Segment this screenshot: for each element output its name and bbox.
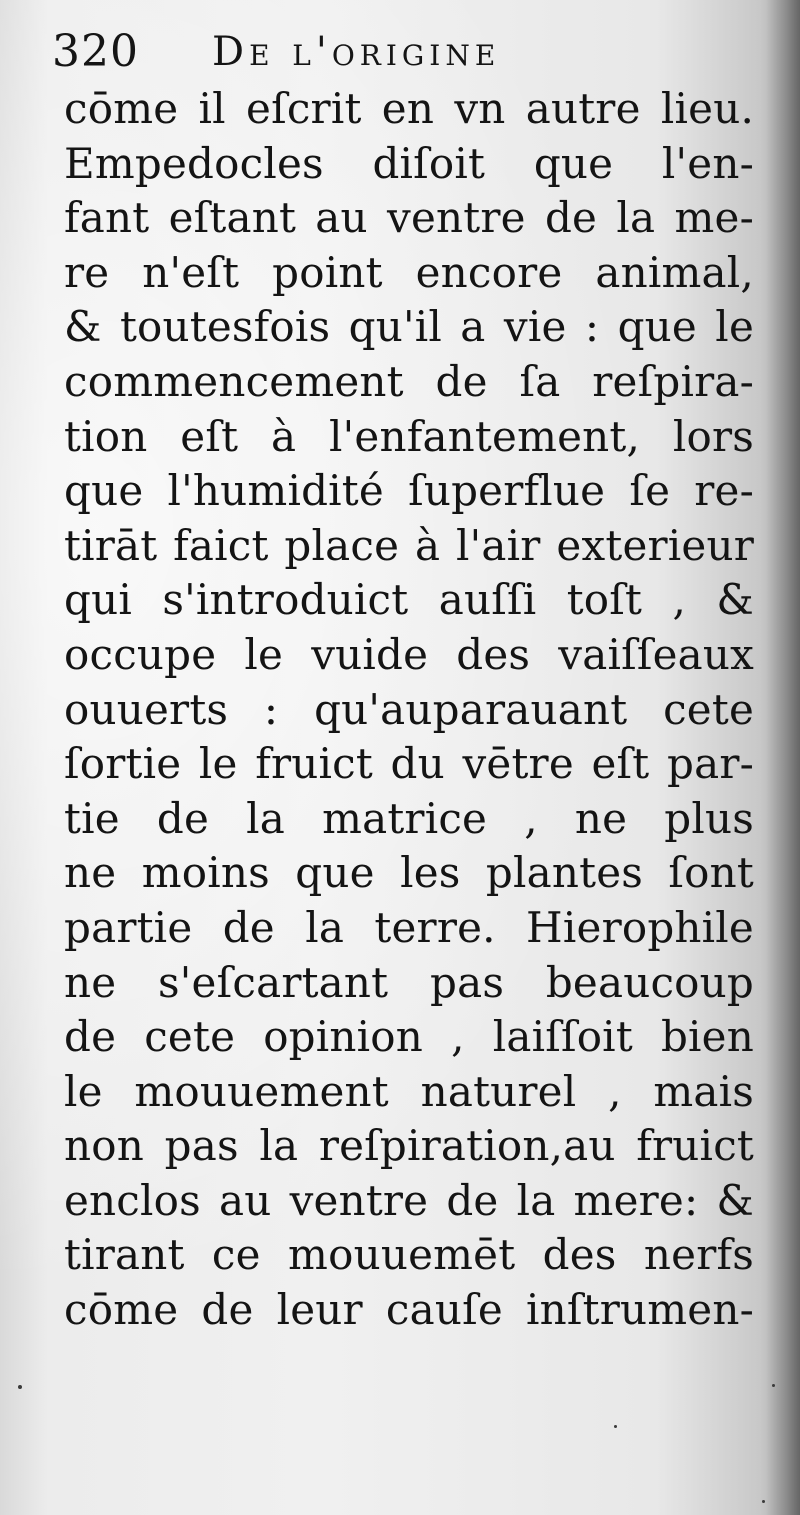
text-line: occupe le vuide des vaiſſeaux [64,629,754,679]
text-line: de cete opinion , laiſſoit bien [64,1012,754,1062]
body-text [64,82,754,1338]
text-line: fant eſtant au ventre de la me- [64,193,754,243]
text-line: ne s'eſcartant pas beaucoup [64,957,754,1007]
text-line: tie de la matrice , ne plus [64,793,754,843]
paper-speck [772,1384,775,1387]
text-line: re n'eſt point encore animal, [64,247,754,297]
text-line: partie de la terre. Hierophile [64,902,754,952]
text-line: qui s'introduict auſſi toſt , & [64,575,754,625]
running-head: De l'origine [212,29,501,75]
text-line: tirant ce mouuemēt des nerfs [64,1230,754,1280]
page-number: 320 [52,26,139,77]
page-edge-shadow [766,0,800,1515]
text-line: cōme de leur cauſe inſtrumen- [64,1285,754,1335]
paper-speck [18,1385,22,1389]
text-line: ſortie le fruict du vētre eſt par- [64,739,754,789]
text-line: tirāt faict place à l'air exterieur [64,520,754,570]
paper-speck [614,1425,617,1428]
text-line: commencement de ſa reſpira- [64,356,754,406]
paper-speck [762,1500,765,1503]
text-line: Empedocles diſoit que l'en- [64,138,754,188]
text-line: tion eſt à l'enfantement, lors [64,411,754,461]
text-line: enclos au ventre de la mere: & [64,1175,754,1225]
text-line: ne moins que les plantes ſont [64,848,754,898]
text-line: non pas la reſpiration,au fruict [64,1121,754,1171]
text-line: & toutesfois qu'il a vie : que le [64,302,754,352]
text-line: ouuerts : qu'auparauant cete [64,684,754,734]
text-line: que l'humidité ſuperflue ſe re- [64,466,754,516]
text-line: cōme il eſcrit en vn autre lieu. [64,84,754,133]
page-header [52,22,772,82]
text-line: le mouuement naturel , mais [64,1066,754,1116]
